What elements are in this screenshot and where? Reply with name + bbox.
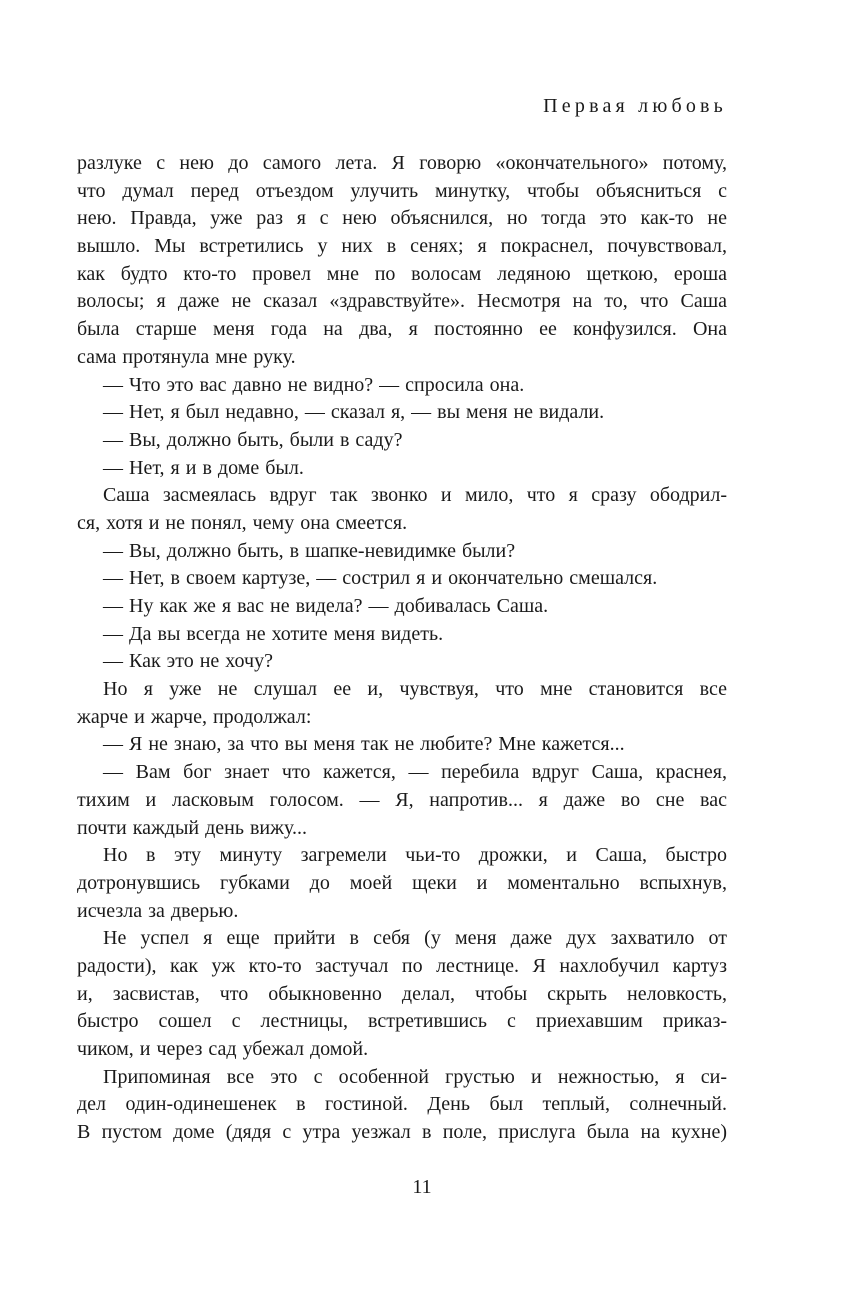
body-text	[77, 150, 727, 1147]
text-line: волосы; я даже не сказал «здравствуйте». Несмотря на то, что Саша	[77, 290, 727, 313]
text-line: — Ну как же я вас не видела? — добивалась Саша.	[103, 595, 549, 617]
text-line: дотронувшись губками до моей щеки и моментально вспыхнув,	[77, 871, 727, 894]
text-line: быстро сошел с лестницы, встретившись с приехавшим приказ-	[77, 1010, 727, 1033]
text-line: — Как это не хочу?	[103, 650, 273, 673]
text-line: Но я уже не слушал ее и, чувствуя, что мне становится все	[103, 678, 727, 701]
text-line: жарче и жарче, продолжал:	[77, 705, 312, 728]
text-line: — Я не знаю, за что вы меня так не любите? Мне кажется...	[103, 733, 625, 756]
text-line: ся, хотя и не понял, чему она смеется.	[77, 511, 408, 534]
text-line: — Что это вас давно не видно? — спросила она.	[103, 373, 525, 396]
text-line: — Нет, в своем картузе, — сострил я и окончательно смешался.	[103, 567, 658, 590]
text-line: вышло. Мы встретились у них в сенях; я покраснел, почувствовал,	[77, 235, 727, 258]
text-line: — Вы, должно быть, были в саду?	[103, 428, 403, 451]
text-line: исчезла за дверью.	[77, 899, 239, 922]
text-line: — Вам бог знает что кажется, — перебила вдруг Саша, краснея,	[103, 761, 727, 784]
text-line: — Вы, должно быть, в шапке-невидимке были?	[103, 539, 516, 562]
text-line: радости), как уж кто-то застучал по лестнице. Я нахлобучил картуз	[77, 954, 727, 977]
text-line: сама протянула мне руку.	[77, 345, 296, 368]
text-line: нею. Правда, уже раз я с нею объяснился, но тогда это как-то не	[77, 207, 727, 230]
text-line: чиком, и через сад убежал домой.	[77, 1038, 369, 1060]
text-line: и, засвистав, что обыкновенно делал, чтобы скрыть неловкость,	[77, 982, 727, 1005]
text-line: разлуке с нею до самого лета. Я говорю «окончательного» потому,	[77, 152, 727, 174]
text-line: Не успел я еще прийти в себя (у меня даже дух захватило от	[103, 927, 727, 950]
text-line: Припоминая все это с особенной грустью и нежностью, я си-	[103, 1065, 727, 1088]
text-line: почти каждый день вижу...	[77, 816, 307, 839]
text-line: тихим и ласковым голосом. — Я, напротив... я даже во сне вас	[77, 788, 727, 811]
text-line: что думал перед отъездом улучить минутку, чтобы объясниться с	[77, 179, 727, 202]
text-line: — Нет, я был недавно, — сказал я, — вы меня не видали.	[103, 401, 605, 424]
text-line: — Нет, я и в доме был.	[103, 456, 304, 479]
page-number: 11	[412, 1176, 432, 1198]
text-line: — Да вы всегда не хотите меня видеть.	[103, 622, 444, 645]
running-head-title: Первая любовь	[543, 95, 727, 117]
text-line: была старше меня года на два, я постоянно ее конфузился. Она	[77, 318, 727, 341]
text-line: В пустом доме (дядя с утра уезжал в поле, прислуга была на кухне)	[77, 1121, 727, 1144]
text-line: дел один-одинешенек в гостиной. День был теплый, солнечный.	[77, 1093, 727, 1116]
text-line: как будто кто-то провел мне по волосам ледяною щеткою, ероша	[77, 262, 727, 285]
text-line: Но в эту минуту загремели чьи-то дрожки, и Саша, быстро	[103, 844, 727, 867]
text-line: Саша засмеялась вдруг так звонко и мило, что я сразу ободрил-	[103, 484, 727, 507]
